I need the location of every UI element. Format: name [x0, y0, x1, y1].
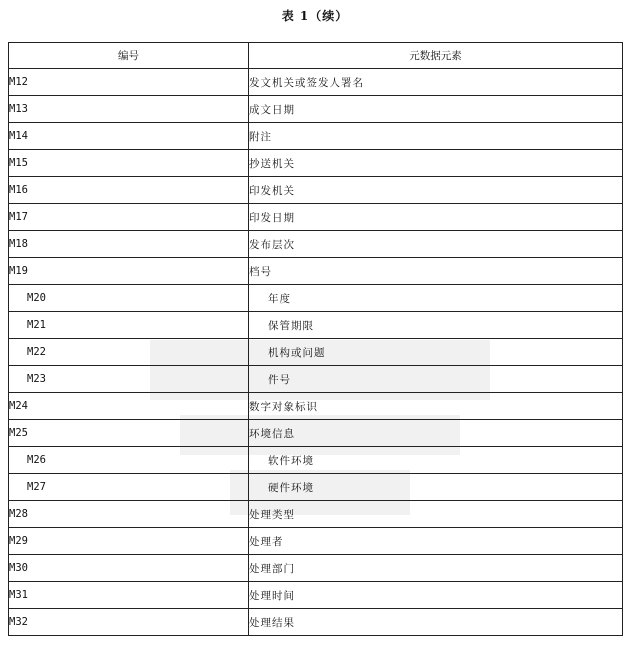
table-body: [9, 69, 623, 636]
table-row: [9, 501, 623, 528]
table-row: [9, 582, 623, 609]
element-code-cell: M20: [9, 285, 249, 312]
element-name-cell: 机构或问题: [249, 339, 623, 366]
table-row: [9, 339, 623, 366]
element-name-cell: 软件环境: [249, 447, 623, 474]
table-row: [9, 69, 623, 96]
element-code-cell: M25: [9, 420, 249, 447]
table-row: [9, 420, 623, 447]
element-name-cell: 件号: [249, 366, 623, 393]
element-code-cell: M22: [9, 339, 249, 366]
element-name-cell: 附注: [249, 123, 623, 150]
table-row: [9, 177, 623, 204]
element-code-cell: M29: [9, 528, 249, 555]
table-row: [9, 150, 623, 177]
table-row: [9, 258, 623, 285]
element-code-cell: M26: [9, 447, 249, 474]
element-code-cell: M30: [9, 555, 249, 582]
element-code-cell: M13: [9, 96, 249, 123]
element-code-cell: M23: [9, 366, 249, 393]
element-code-cell: M21: [9, 312, 249, 339]
element-name-cell: 抄送机关: [249, 150, 623, 177]
element-code-cell: M12: [9, 69, 249, 96]
table-row: [9, 528, 623, 555]
element-code-cell: M17: [9, 204, 249, 231]
element-code-cell: M14: [9, 123, 249, 150]
element-name-cell: 保管期限: [249, 312, 623, 339]
element-name-cell: 硬件环境: [249, 474, 623, 501]
element-code-cell: M18: [9, 231, 249, 258]
element-code-cell: M28: [9, 501, 249, 528]
metadata-element-table: [8, 42, 623, 636]
table-row: [9, 96, 623, 123]
table-row: [9, 231, 623, 258]
element-name-cell: 处理时间: [249, 582, 623, 609]
element-code-cell: M24: [9, 393, 249, 420]
element-name-cell: 印发日期: [249, 204, 623, 231]
element-code-cell: M15: [9, 150, 249, 177]
table-row: [9, 285, 623, 312]
table-row: [9, 366, 623, 393]
element-code-cell: M32: [9, 609, 249, 636]
table-row: [9, 312, 623, 339]
element-name-cell: 发文机关或签发人署名: [249, 69, 623, 96]
table-row: [9, 609, 623, 636]
table-row: [9, 393, 623, 420]
element-code-cell: M19: [9, 258, 249, 285]
element-name-cell: 档号: [249, 258, 623, 285]
table-row: [9, 123, 623, 150]
table-caption: 表 1（续）: [281, 9, 349, 23]
element-name-cell: 处理部门: [249, 555, 623, 582]
element-name-cell: 处理结果: [249, 609, 623, 636]
element-name-cell: 年度: [249, 285, 623, 312]
table-row: [9, 204, 623, 231]
element-name-cell: 印发机关: [249, 177, 623, 204]
table-row: [9, 555, 623, 582]
element-name-cell: 环境信息: [249, 420, 623, 447]
element-code-cell: M16: [9, 177, 249, 204]
element-name-cell: 数字对象标识: [249, 393, 623, 420]
table-header-row: [9, 43, 623, 69]
element-name-cell: 成文日期: [249, 96, 623, 123]
header-code: 编号: [9, 43, 249, 69]
element-name-cell: 发布层次: [249, 231, 623, 258]
table-row: [9, 447, 623, 474]
element-code-cell: M31: [9, 582, 249, 609]
element-name-cell: 处理者: [249, 528, 623, 555]
element-name-cell: 处理类型: [249, 501, 623, 528]
element-code-cell: M27: [9, 474, 249, 501]
header-element: 元数据元素: [249, 43, 623, 69]
table-row: [9, 474, 623, 501]
